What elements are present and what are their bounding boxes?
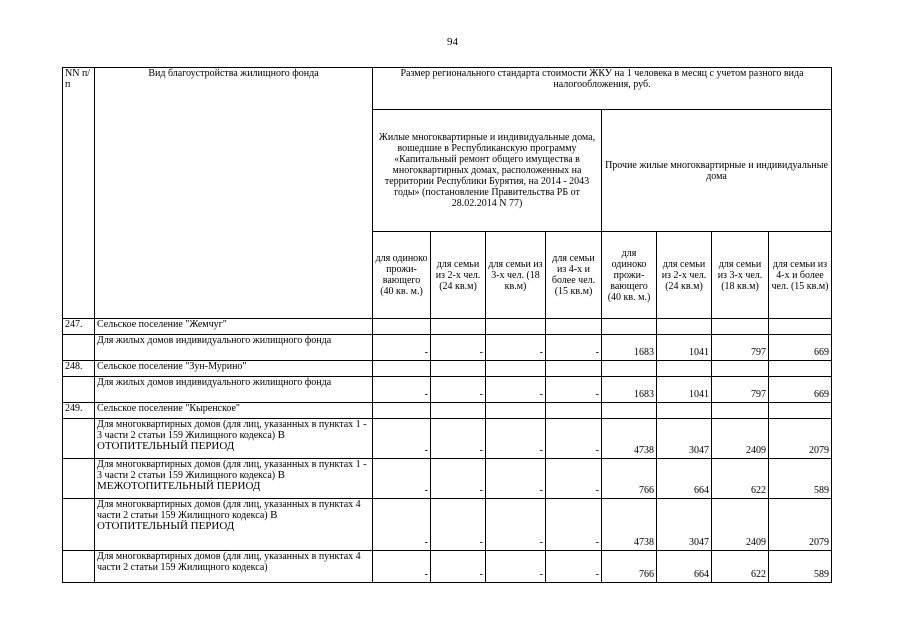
value-cell bbox=[431, 319, 486, 335]
header-nn: NN п/п bbox=[63, 68, 95, 319]
value-cell bbox=[657, 403, 712, 419]
table-row bbox=[63, 319, 832, 335]
table-row bbox=[63, 459, 832, 499]
page-number: 94 bbox=[447, 36, 458, 48]
value-cell: 1683 bbox=[602, 377, 657, 403]
value-cell bbox=[712, 403, 769, 419]
value-cell bbox=[712, 361, 769, 377]
row-period: В ОТОПИТЕЛЬНЫЙ ПЕРИОД bbox=[97, 509, 278, 532]
row-label-text: Сельское поселение "Зун-Мурино" bbox=[97, 361, 247, 372]
row-label bbox=[95, 499, 373, 551]
value-cell: 669 bbox=[769, 377, 832, 403]
value-cell: - bbox=[431, 499, 486, 551]
value-cell bbox=[769, 319, 832, 335]
value-cell: 622 bbox=[712, 459, 769, 499]
value-cell bbox=[602, 403, 657, 419]
header-subcol: для семьи из 4-х и более чел. (15 кв.м) bbox=[769, 232, 832, 319]
value-cell: - bbox=[431, 335, 486, 361]
value-cell: - bbox=[431, 377, 486, 403]
value-cell: - bbox=[486, 551, 546, 583]
row-number bbox=[63, 377, 95, 403]
row-number bbox=[63, 459, 95, 499]
value-cell: - bbox=[431, 551, 486, 583]
value-cell bbox=[769, 403, 832, 419]
header-group1: Жилые многоквартирные и индивидуальные дома, вошедшие в Республиканскую программу «Капитальный ремонт общего имущества в многоквартирных домах, расположенных на территории Республики Бурятия, на 2014 - 2043 годы» (постановление Правительства РБ от 28.02.2014 N 77) bbox=[373, 110, 602, 232]
value-cell bbox=[546, 403, 602, 419]
value-cell bbox=[373, 403, 431, 419]
value-cell: 2079 bbox=[769, 419, 832, 459]
value-cell: - bbox=[431, 419, 486, 459]
row-number bbox=[63, 419, 95, 459]
table-row bbox=[63, 377, 832, 403]
value-cell: 589 bbox=[769, 459, 832, 499]
value-cell bbox=[602, 361, 657, 377]
table-row bbox=[63, 499, 832, 551]
value-cell: - bbox=[546, 551, 602, 583]
header-subcol: для семьи из 2-х чел. (24 кв.м) bbox=[431, 232, 486, 319]
value-cell: - bbox=[486, 499, 546, 551]
value-cell: 797 bbox=[712, 335, 769, 361]
header-group2: Прочие жилые многоквартирные и индивидуальные дома bbox=[602, 110, 832, 232]
row-label bbox=[95, 459, 373, 499]
row-label-text: Для многоквартирных домов (для лиц, указанных в пунктах 4 части 2 статьи 159 Жилищного кодекса) bbox=[97, 499, 361, 521]
value-cell: 664 bbox=[657, 551, 712, 583]
value-cell bbox=[546, 361, 602, 377]
value-cell bbox=[431, 403, 486, 419]
value-cell: - bbox=[373, 551, 431, 583]
row-label bbox=[95, 361, 373, 377]
value-cell bbox=[373, 361, 431, 377]
value-cell: - bbox=[546, 419, 602, 459]
row-label bbox=[95, 377, 373, 403]
value-cell: - bbox=[546, 377, 602, 403]
value-cell bbox=[486, 361, 546, 377]
row-number bbox=[63, 551, 95, 583]
value-cell: - bbox=[373, 419, 431, 459]
value-cell bbox=[486, 319, 546, 335]
value-cell: 664 bbox=[657, 459, 712, 499]
value-cell: 2409 bbox=[712, 499, 769, 551]
value-cell: 797 bbox=[712, 377, 769, 403]
header-subcol: для одиноко прожи-вающего (40 кв. м.) bbox=[602, 232, 657, 319]
row-label-text: Сельское поселение "Жемчуг" bbox=[97, 319, 227, 330]
table-row bbox=[63, 361, 832, 377]
value-cell: 589 bbox=[769, 551, 832, 583]
value-cell bbox=[769, 361, 832, 377]
value-cell bbox=[373, 319, 431, 335]
value-cell: - bbox=[431, 459, 486, 499]
value-cell: - bbox=[546, 335, 602, 361]
table-row bbox=[63, 551, 832, 583]
value-cell: 4738 bbox=[602, 419, 657, 459]
value-cell: - bbox=[546, 459, 602, 499]
value-cell: 3047 bbox=[657, 419, 712, 459]
row-label bbox=[95, 335, 373, 361]
value-cell: 2079 bbox=[769, 499, 832, 551]
table-row bbox=[63, 335, 832, 361]
header-subcol: для одиноко прожи-вающего (40 кв. м.) bbox=[373, 232, 431, 319]
value-cell bbox=[431, 361, 486, 377]
row-label bbox=[95, 319, 373, 335]
row-number bbox=[63, 335, 95, 361]
value-cell: 3047 bbox=[657, 499, 712, 551]
row-label-text: Для жилых домов индивидуального жилищного фонда bbox=[97, 335, 332, 346]
row-label bbox=[95, 403, 373, 419]
row-label bbox=[95, 419, 373, 459]
value-cell: - bbox=[486, 377, 546, 403]
value-cell: 2409 bbox=[712, 419, 769, 459]
header-subcol: для семьи из 2-х чел. (24 кв.м) bbox=[657, 232, 712, 319]
value-cell: 766 bbox=[602, 459, 657, 499]
table-row bbox=[63, 403, 832, 419]
value-cell: 1683 bbox=[602, 335, 657, 361]
value-cell: - bbox=[373, 459, 431, 499]
value-cell bbox=[486, 403, 546, 419]
value-cell: 622 bbox=[712, 551, 769, 583]
value-cell bbox=[657, 361, 712, 377]
row-label bbox=[95, 551, 373, 583]
value-cell: 669 bbox=[769, 335, 832, 361]
value-cell bbox=[602, 319, 657, 335]
row-label-text: Для многоквартирных домов (для лиц, указанных в пунктах 1 - 3 части 2 статьи 159 Жилищного кодекса) bbox=[97, 459, 367, 481]
value-cell: - bbox=[486, 419, 546, 459]
row-label-text: Сельское поселение "Кыренское" bbox=[97, 403, 240, 414]
value-cell: - bbox=[546, 499, 602, 551]
header-type: Вид благоустройства жилищного фонда bbox=[95, 68, 373, 319]
row-period: В МЕЖОТОПИТЕЛЬНЫЙ ПЕРИОД bbox=[97, 469, 285, 492]
value-cell: 4738 bbox=[602, 499, 657, 551]
row-label-text: Для жилых домов индивидуального жилищного фонда bbox=[97, 377, 332, 388]
value-cell: - bbox=[373, 335, 431, 361]
row-number bbox=[63, 499, 95, 551]
row-period: В ОТОПИТЕЛЬНЫЙ ПЕРИОД bbox=[97, 429, 285, 452]
row-number: 249. bbox=[63, 403, 95, 419]
value-cell: - bbox=[373, 377, 431, 403]
value-cell: 1041 bbox=[657, 377, 712, 403]
row-label-text: Для многоквартирных домов (для лиц, указанных в пунктах 4 части 2 статьи 159 Жилищного кодекса) bbox=[97, 551, 361, 573]
header-subcol: для семьи из 3-х чел. (18 кв.м) bbox=[712, 232, 769, 319]
table-row bbox=[63, 419, 832, 459]
value-cell: 766 bbox=[602, 551, 657, 583]
row-number: 247. bbox=[63, 319, 95, 335]
value-cell bbox=[657, 319, 712, 335]
row-label-text: Для многоквартирных домов (для лиц, указанных в пунктах 1 - 3 части 2 статьи 159 Жилищного кодекса) bbox=[97, 419, 367, 441]
value-cell: - bbox=[486, 335, 546, 361]
value-cell: - bbox=[486, 459, 546, 499]
tariff-table bbox=[62, 67, 832, 583]
value-cell bbox=[712, 319, 769, 335]
row-number: 248. bbox=[63, 361, 95, 377]
value-cell bbox=[546, 319, 602, 335]
header-subcol: для семьи из 4-х и более чел. (15 кв.м) bbox=[546, 232, 602, 319]
value-cell: - bbox=[373, 499, 431, 551]
value-cell: 1041 bbox=[657, 335, 712, 361]
header-size-title: Размер регионального стандарта стоимости ЖКУ на 1 человека в месяц с учетом разного вида налогообложения, руб. bbox=[373, 68, 832, 110]
header-subcol: для семьи из 3-х чел. (18 кв.м) bbox=[486, 232, 546, 319]
